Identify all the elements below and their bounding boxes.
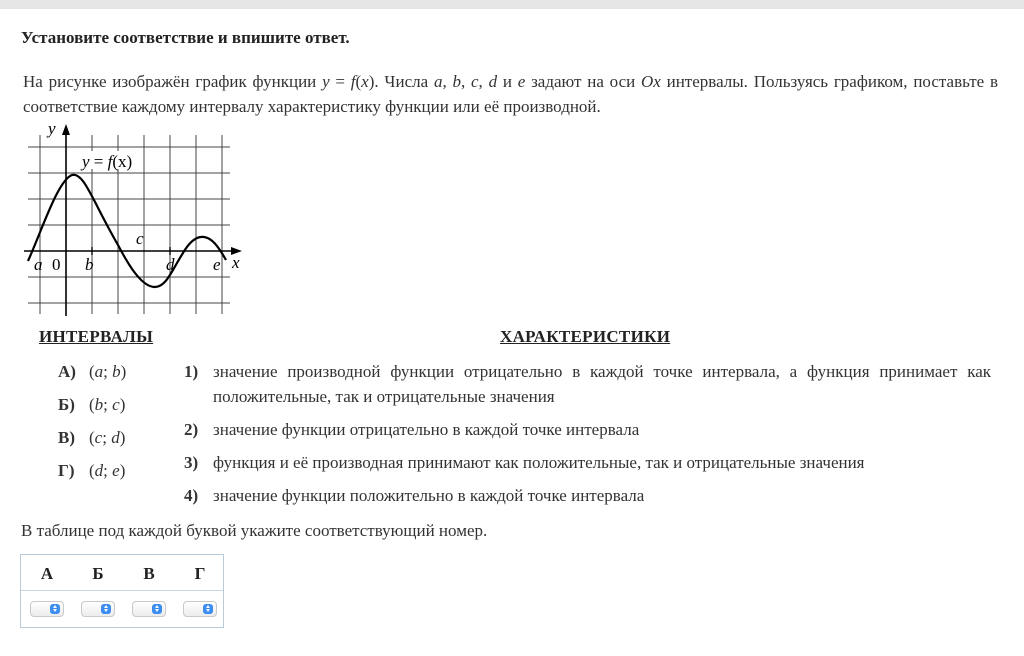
characteristic-number: 3) [184,453,199,472]
characteristics-header: ХАРАКТЕРИСТИКИ [500,327,671,346]
interval-item: Г) (d; e) [58,461,126,480]
var-e: e [517,72,526,91]
y-axis-label: y [48,120,56,138]
answer-select-b[interactable] [81,601,115,617]
answer-table [20,554,224,628]
answer-column-g: Г [194,564,206,583]
answer-column-a: А [40,564,54,583]
chevron-updown-icon [101,604,111,614]
formula-eq: = [329,72,351,91]
answer-column-b: Б [92,564,104,583]
point-label-b: b [85,255,94,274]
formula-open: ( [355,72,362,91]
characteristic-text: значение функции отрицательно в каждой точке интервала [213,420,640,439]
characteristic-text: функция и её производная принимают как положительные, так и отрицательные значения [213,453,865,472]
svg-text:y = f(x): y = f(x) [82,152,133,171]
y-axis-arrow [62,124,70,135]
characteristic-text: значение производной функции отрицательно в каждой точке интервала, а функция принимает как положительные, так и отрицательные значения [213,362,991,406]
comma-2: , [460,72,466,91]
top-bar [0,0,1024,9]
var-c: c [471,72,479,91]
function-graph [20,120,250,320]
interval-item: А) (a; b) [58,362,127,381]
formula-x: x [361,72,369,91]
characteristic-number: 4) [184,486,199,505]
point-label-e: e [213,255,221,274]
task-text-part3: задают на оси [531,72,636,91]
word-and: и [502,72,512,91]
interval-item: Б) (b; c) [58,395,126,414]
comma-3: , [478,72,483,91]
point-label-c: c [136,229,144,248]
var-a: a [433,72,443,91]
formula-y: y [322,72,330,91]
point-label-a: a [34,255,43,274]
task-title: Установите соответствие и впишите ответ. [21,28,350,47]
chevron-updown-icon [152,604,162,614]
answer-column-v: В [143,564,155,583]
answer-table-note: В таблице под каждой буквой укажите соответствующий номер. [21,521,488,540]
var-b: b [452,72,461,91]
formula-f: f [350,72,356,91]
task-text-part4: интервалы. Пользуясь графиком, поставьте в соответствие каждому интервалу характеристику функции или её производной. [23,72,998,116]
characteristic-number: 2) [184,420,199,439]
chevron-updown-icon [50,604,60,614]
formula-close: ). [368,72,379,91]
var-d: d [488,72,498,91]
task-text-part2: Числа [384,72,429,91]
point-label-d: d [166,255,175,274]
x-axis-label: x [232,253,240,272]
task-text [23,69,998,119]
intervals-header: ИНТЕРВАЛЫ [39,327,154,346]
chevron-updown-icon [203,604,213,614]
axis-ox: Ox [641,72,661,91]
interval-item: В) (c; d) [58,428,126,447]
characteristic-text: значение функции положительно в каждой точке интервала [213,486,645,505]
origin-label: 0 [52,255,61,274]
comma-1: , [442,72,447,91]
answer-table-divider [21,590,223,591]
task-text-part1: На рисунке изображён график функции [23,72,317,91]
characteristic-number: 1) [184,362,199,381]
answer-select-v[interactable] [132,601,166,617]
function-label [80,151,142,171]
answer-select-g[interactable] [183,601,217,617]
answer-select-a[interactable] [30,601,64,617]
